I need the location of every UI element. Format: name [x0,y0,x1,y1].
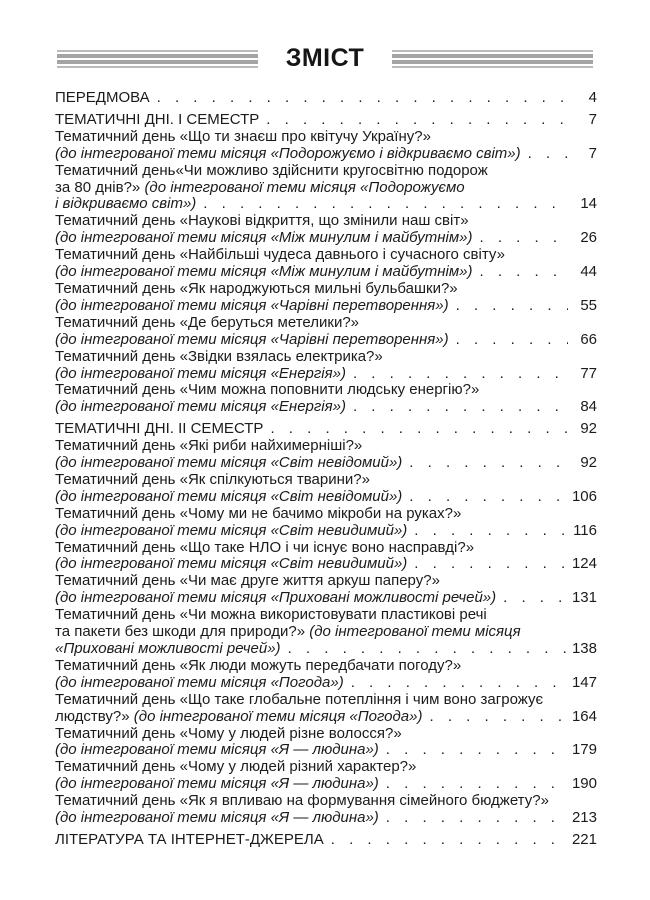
toc-theme-segment: (до інтегрованої теми місяця «Між минулим і майбутнім») [55,229,473,247]
toc-row [55,489,597,506]
toc-theme-segment: (до інтегрованої теми місяця «Енергія») [55,398,346,416]
page-number: 44 [580,263,597,281]
toc-row-text [55,298,449,315]
toc-row-text [55,556,407,573]
page-number: 26 [580,229,597,247]
ornament-rule-thick [392,60,593,64]
page-number: 138 [571,640,597,657]
toc-row [55,624,597,641]
page-number: 7 [588,144,597,162]
dot-leader [379,742,568,759]
toc-row [55,793,597,810]
ornament-rule-thin [57,50,258,52]
toc-row-text [55,281,458,298]
toc-row-text [55,129,431,146]
toc-row-text [55,230,473,247]
page-number: 55 [580,296,597,314]
toc-title-segment: Тематичний день «Чи має друге життя аркуш паперу?» [55,572,440,590]
page-number: 14 [580,195,597,213]
toc-row [55,675,597,692]
page-number: 147 [571,673,597,691]
toc-row-text [55,112,259,129]
toc-row [55,709,597,726]
toc-row [55,506,597,523]
ornament-rule-thick [57,60,258,64]
toc-theme-segment: (до інтегрованої теми місяця «Приховані можливості речей») [55,589,497,607]
toc-row-text [55,163,488,180]
page-number: 116 [573,521,597,539]
page-number: 92 [580,420,597,438]
dot-leader [407,556,568,573]
toc-row [55,264,597,281]
toc-row [55,556,597,573]
toc-theme-segment: (до інтегрованої теми місяця «Я — людина») [55,775,379,793]
page-number: 7 [588,110,597,128]
toc-title-segment: Тематичний день «Що таке НЛО і чи існує воно насправді?» [55,538,475,556]
dot-leader [407,523,568,540]
toc-theme-segment: (до інтегрованої теми місяця «Між минулим і майбутнім») [55,263,473,281]
toc-row-text [55,742,379,759]
dot-leader [259,112,568,129]
dot-leader [473,230,569,247]
toc-title-segment: Тематичний день «Як спілкуються тварини?» [55,470,370,488]
toc-header [57,44,593,73]
toc-row-text [55,213,469,230]
toc-theme-segment: (до інтегрованої теми місяця «Світ невидимий») [55,521,408,539]
page-number: 77 [580,364,597,382]
toc-title-segment: Тематичний день «Наукові відкриття, що змінили наш світ» [55,212,469,230]
toc-title-segment: Тематичний день «Чи можна використовувати пластикові речі [55,606,487,624]
dot-leader [449,298,568,315]
page-number: 124 [571,555,597,573]
toc-theme-segment: (до інтегрованої теми місяця «Погода») [55,673,344,691]
toc-row [55,472,597,489]
ornament-rule-thin [57,66,258,68]
toc-section-row [55,832,597,849]
toc-section-row [55,421,597,438]
toc-row [55,810,597,827]
toc-title-segment: людству?» [55,707,134,725]
ornament-left [57,50,258,68]
dot-leader [281,641,568,658]
toc-title-segment: Тематичний день «Чому у людей різне волосся?» [55,724,402,742]
toc-theme-segment: (до інтегрованої теми місяця «Подорожуємо [144,178,465,196]
page-number: 190 [571,775,597,793]
ornament-rule-thin [392,50,593,52]
toc-row [55,742,597,759]
toc-row-text [55,832,324,849]
toc-row-text [55,810,379,827]
toc-row [55,759,597,776]
toc-title-segment: Тематичний день «Як люди можуть передбачати погоду?» [55,656,462,674]
toc-row [55,692,597,709]
toc-theme-segment: і відкриваємо світ») [55,195,197,213]
toc-row [55,382,597,399]
toc-row [55,129,597,146]
toc-row-text [55,709,422,726]
toc-title-segment: Тематичний день «Найбільші чудеса давнього і сучасного світу» [55,246,505,264]
toc-row [55,366,597,383]
dot-leader [449,332,568,349]
toc-row [55,247,597,264]
toc-row-text [55,180,465,197]
toc-title-segment: Тематичний день «Звідки взялась електрика?» [55,347,383,365]
toc-title-segment: Тематичний день «Чому у людей різний характер?» [55,758,417,776]
toc-theme-segment: (до інтегрованої теми місяця «Я — людина») [55,809,379,827]
toc-row [55,607,597,624]
toc-theme-segment: (до інтегрованої теми місяця «Я — людина») [55,741,379,759]
page-number: 106 [571,487,597,505]
toc-row-text [55,726,402,743]
toc-row-text [55,455,402,472]
toc-row-text [55,776,379,793]
toc-title-segment: ТЕМАТИЧНІ ДНІ. І СЕМЕСТР [55,110,260,128]
page-number: 131 [571,589,597,607]
toc-row [55,213,597,230]
ornament-rule-thick [392,54,593,58]
dot-leader [379,810,568,827]
toc-row-text [55,146,521,163]
toc-row [55,726,597,743]
toc-row-text [55,590,496,607]
dot-leader [473,264,569,281]
toc-row [55,438,597,455]
toc-title-segment: та пакети без шкоди для природи?» [55,623,310,641]
toc-row-text [55,793,549,810]
toc-row-text [55,523,407,540]
toc-row [55,540,597,557]
toc-row [55,230,597,247]
toc-row-text [55,349,383,366]
ornament-rule-thin [392,66,593,68]
toc-theme-segment: (до інтегрованої теми місяця «Подорожуємо і відкриваємо світ») [55,144,521,162]
toc-theme-segment: (до інтегрованої теми місяця [309,623,521,641]
toc-theme-segment: (до інтегрованої теми місяця «Світ невідомий») [55,487,403,505]
dot-leader [496,590,568,607]
toc-row [55,658,597,675]
toc-theme-segment: (до інтегрованої теми місяця «Погода») [133,707,423,725]
toc-row [55,573,597,590]
toc-row-text [55,438,362,455]
dot-leader [379,776,568,793]
toc-row-text [55,315,359,332]
toc-row-text [55,506,461,523]
dot-leader [196,196,568,213]
toc-row-text [55,264,473,281]
toc-row-text [55,366,346,383]
dot-leader [402,489,568,506]
toc-row-text [55,332,449,349]
dot-leader [422,709,568,726]
toc-row [55,332,597,349]
toc-row [55,281,597,298]
dot-leader [346,399,568,416]
dot-leader [402,455,568,472]
toc-title-segment: ПЕРЕДМОВА [55,89,150,106]
toc-row-text [55,540,474,557]
toc-title-segment: Тематичний день «Чим можна поповнити людську енергію?» [55,381,480,399]
toc-theme-segment: «Приховані можливості речей») [55,640,281,657]
page-number: 4 [588,89,597,106]
toc-row-text [55,196,196,213]
toc-section-row [55,90,597,107]
dot-leader [346,366,568,383]
toc-title-segment: ЛІТЕРАТУРА ТА ІНТЕРНЕТ-ДЖЕРЕЛА [55,830,324,848]
toc-theme-segment: (до інтегрованої теми місяця «Енергія») [55,364,346,382]
page-number: 179 [571,741,597,759]
toc-title-segment: Тематичний день «Що таке глобальне потепління і чим воно загрожує [55,690,544,708]
dot-leader [150,90,568,107]
toc-row-text [55,399,346,416]
toc-row [55,776,597,793]
page-number: 92 [580,454,597,472]
toc-title-segment: Тематичний день «Де беруться метелики?» [55,313,360,331]
toc-row-text [55,675,344,692]
toc-title-segment: Тематичний день «Що ти знаєш про квітучу Україну?» [55,127,431,145]
toc-row [55,315,597,332]
toc-row [55,523,597,540]
toc-list [55,90,597,849]
toc-row-text [55,247,505,264]
toc-row [55,349,597,366]
dot-leader [263,421,568,438]
page-title: ЗМІСТ [285,44,365,72]
toc-row [55,399,597,416]
toc-section-row [55,112,597,129]
toc-row [55,641,597,658]
toc-row-text [55,421,263,438]
toc-row-text [55,624,521,641]
page-number: 66 [580,330,597,348]
dot-leader [521,146,568,163]
toc-title-segment: ТЕМАТИЧНІ ДНІ. ІІ СЕМЕСТР [55,420,264,438]
toc-theme-segment: (до інтегрованої теми місяця «Чарівні перетворення») [55,296,449,314]
toc-title-segment: Тематичний день «Які риби найхимерніші?» [55,437,363,455]
page-number: 84 [580,398,597,416]
toc-row-text [55,759,416,776]
page-number: 213 [571,809,597,827]
toc-row [55,163,597,180]
toc-row-text [55,607,487,624]
toc-row-text [55,573,440,590]
toc-row [55,298,597,315]
toc-row [55,590,597,607]
dot-leader [344,675,568,692]
toc-title-segment: Тематичний день«Чи можливо здійснити кругосвітню подорож [55,161,488,179]
page-number: 164 [571,707,597,725]
ornament-rule-thick [57,54,258,58]
toc-row-text [55,641,281,658]
toc-title-segment: Тематичний день «Чому ми не бачимо мікроби на руках?» [55,504,462,522]
ornament-right [392,50,593,68]
toc-row-text [55,489,402,506]
toc-row [55,146,597,163]
toc-theme-segment: (до інтегрованої теми місяця «Світ невидимий») [55,555,408,573]
toc-row-text [55,472,370,489]
toc-row-text [55,90,150,107]
toc-row-text [55,658,461,675]
toc-theme-segment: (до інтегрованої теми місяця «Світ невідомий») [55,454,403,472]
toc-row [55,180,597,197]
toc-title-segment: за 80 днів?» [55,178,145,196]
toc-title-segment: Тематичний день «Як я впливаю на формування сімейного бюджету?» [55,792,549,810]
toc-row [55,196,597,213]
toc-theme-segment: (до інтегрованої теми місяця «Чарівні перетворення») [55,330,449,348]
toc-row-text [55,692,543,709]
toc-row-text [55,382,479,399]
dot-leader [324,832,568,849]
page-number: 221 [571,830,597,848]
toc-row [55,455,597,472]
toc-title-segment: Тематичний день «Як народжуються мильні бульбашки?» [55,279,458,297]
